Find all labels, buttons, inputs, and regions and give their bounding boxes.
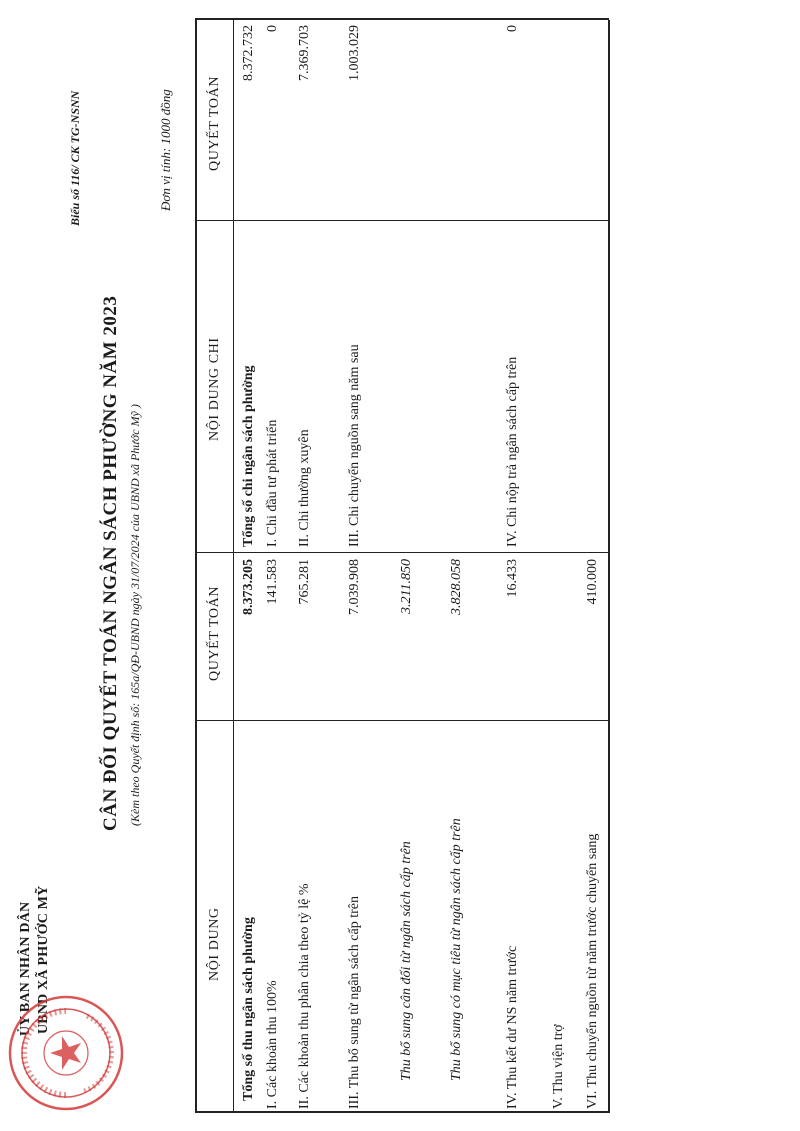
expense-label-1: I. Chi đầu tư phát triển (265, 419, 280, 547)
col-header-expense-content: NỘI DUNG CHI (207, 337, 222, 441)
revenue-label-6: IV. Thu kết dư NS năm trước (505, 945, 520, 1109)
revenue-label-1: I. Các khoản thu 100% (265, 980, 280, 1109)
revenue-value-3: 7.039.908 (347, 559, 362, 615)
col-header-revenue-content: NỘI DUNG (207, 907, 222, 981)
unit-note: Đơn vị tính: 1000 đồng (158, 89, 173, 211)
document-subtitle: (Kèm theo Quyết định số: 165a/QĐ-UBND ngày 31/07/2024 của UBND xã Phước Mỹ ) (128, 404, 142, 826)
expense-value-6: 0 (505, 25, 520, 32)
document-title: CÂN ĐỐI QUYẾT TOÁN NGÂN SÁCH PHƯỜNG NĂM 2023 (100, 295, 121, 831)
expense-value-2: 7.369.703 (297, 25, 312, 81)
expense-label-6: IV. Chi nộp trả ngân sách cấp trên (505, 356, 520, 547)
revenue-value-5: 3.828.058 (449, 559, 464, 615)
revenue-label-8: VI. Thu chuyển nguồn từ năm trước chuyển sang (585, 833, 600, 1109)
revenue-label-4: Thu bổ sung cân đối từ ngân sách cấp trên (399, 841, 414, 1081)
revenue-value-2: 765.281 (297, 559, 312, 605)
expense-label-3: III. Chi chuyển nguồn sang năm sau (347, 344, 362, 547)
revenue-label-5: Thu bổ sung có mục tiêu từ ngân sách cấp trên (449, 818, 464, 1081)
revenue-value-4: 3.211.850 (399, 559, 414, 614)
revenue-value-total: 8.373.205 (241, 559, 256, 615)
official-seal-icon (6, 993, 126, 1113)
revenue-label-7: V. Thu viện trợ (551, 1024, 566, 1109)
expense-label-total: Tổng số chi ngân sách phường (241, 365, 256, 547)
col-header-expense-amount: QUYẾT TOÁN (207, 75, 222, 171)
revenue-value-6: 16.433 (505, 559, 520, 598)
expense-value-1: 0 (265, 25, 280, 32)
org-name-line2: UBND XÃ PHƯỚC MỸ (36, 885, 51, 1034)
expense-label-2: II. Chi thường xuyên (297, 429, 312, 547)
org-name-line1: ỦY BAN NHÂN DÂN (18, 901, 33, 1036)
expense-value-total: 8.372.732 (241, 25, 256, 81)
expense-value-3: 1.003.029 (347, 25, 362, 81)
form-number: Biểu số 116/ CK TG-NSNN (68, 90, 82, 226)
revenue-value-1: 141.583 (265, 559, 280, 605)
col-header-revenue-amount: QUYẾT TOÁN (207, 585, 222, 681)
revenue-label-3: III. Thu bổ sung từ ngân sách cấp trên (347, 896, 362, 1109)
revenue-value-8: 410.000 (585, 559, 600, 605)
revenue-label-2: II. Các khoản thu phân chia theo tỷ lệ % (297, 883, 312, 1109)
revenue-label-total: Tổng số thu ngân sách phường (241, 917, 256, 1101)
